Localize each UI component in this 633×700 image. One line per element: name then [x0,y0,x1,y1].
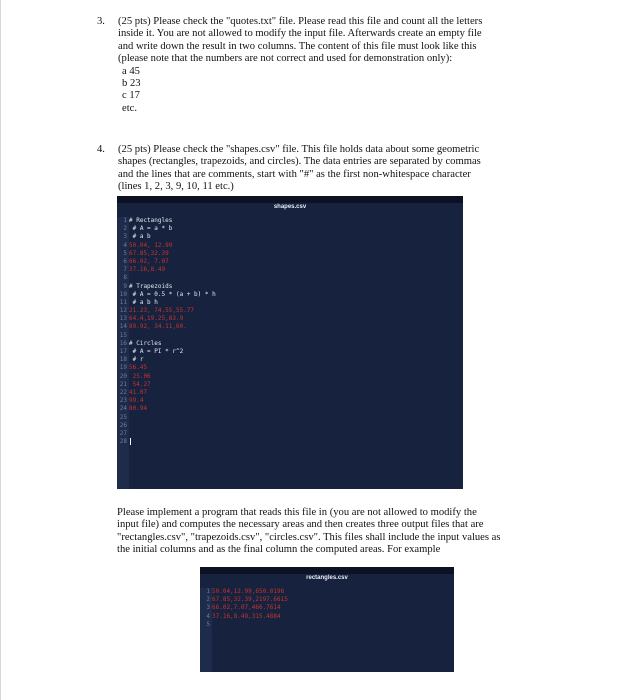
question-3-text-line: inside it. You are not allowed to modify the input file. Afterwards create an empty file [118,28,482,40]
comment-text: # A = a * b [129,225,173,233]
data-text: 50.04,12.99,650.0196 [212,588,285,595]
question-4-text-line: and the lines that are comments, start with "#" as the first non-whitespace character [118,168,471,180]
comment-text: # a b [129,233,151,241]
shapes-csv-line [117,315,463,323]
line-number: 14 [119,323,127,331]
data-text: 37.16,8.49,315.4884 [212,612,281,620]
shapes-csv-line [117,217,463,225]
shapes-csv-line [117,405,463,413]
line-number: 20 [119,372,127,380]
line-number: 4 [206,612,210,620]
example-output [122,66,544,116]
implementation-text-line: "rectangles.csv", "trapezoids.csv", "circles.csv". This files shall include the input values as [117,531,501,543]
line-number: 13 [119,315,127,323]
line-number: 27 [119,429,127,437]
data-text: 66.02, 7.07 [129,257,169,265]
data-text: 67.85,32.39,2197.6615 [212,596,288,604]
comment-text: # a b h [129,298,158,306]
line-number: 3 [206,604,210,612]
rectangles-csv-lines [200,588,454,629]
line-number: 16 [119,339,127,347]
page-edge [0,0,1,700]
data-text: 50.04, 12.99 [129,241,173,249]
data-text: 56.45 [129,364,148,372]
rectangles-csv-line [200,613,454,621]
line-number: 25 [119,413,127,421]
data-text: 64.4,19.25,83.9 [129,315,184,323]
comment-text: # A = 0.5 * (a + b) * h [129,290,216,298]
data-text: 25.06 [129,372,151,380]
line-number: 5 [123,249,127,257]
data-text: 99.4 [129,397,144,405]
line-number: 18 [119,356,127,364]
shapes-csv-line [117,323,463,331]
line-number: 2 [206,596,210,604]
data-text: 66.02,7.07,466.7614 [212,604,281,612]
data-text: 21.23, 74.55,55.77 [129,307,195,315]
question-3-text-line: (25 pts) Please check the "quotes.txt" file. Please read this file and count all the letters [118,16,483,27]
line-number: 24 [119,405,127,413]
comment-text: # Circles [129,339,162,347]
data-text: 41.07 [129,388,148,396]
example-line: c 17 [122,90,140,102]
shapes-csv-line [117,258,463,266]
implementation-text-line: Please implement a program that reads this file in (you are not allowed to modify the [117,507,477,518]
line-number: 19 [119,364,127,372]
line-number: 23 [119,397,127,405]
line-number: 1 [206,588,210,595]
shapes-csv-line [117,381,463,389]
shapes-csv-line [117,397,463,405]
implementation-text-line: input file) and computes the necessary areas and then creates three output files that are [117,519,484,531]
data-text: 80.94 [129,405,148,413]
shapes-csv-line [117,307,463,315]
line-number: 1 [123,217,127,224]
shapes-csv-line [117,348,463,356]
example-line: a 45 [122,65,140,77]
rectangles-csv-editor [200,567,454,672]
question-3-body [118,16,544,115]
shapes-csv-tab-title: shapes.csv [273,204,307,210]
shapes-csv-line [117,266,463,274]
line-number: 5 [206,620,210,628]
line-number: 6 [123,257,127,265]
rectangles-csv-line [200,588,454,596]
data-text: 54.27 [129,380,151,388]
line-number: 26 [119,421,127,429]
implementation-paragraph [117,507,554,557]
line-number: 10 [119,290,127,298]
shapes-csv-line [117,299,463,307]
shapes-csv-line [117,283,463,291]
question-4-text-line: (lines 1, 2, 3, 9, 10, 11 etc.) [118,181,234,193]
rectangles-csv-tab-title: rectangles.csv [306,575,348,581]
line-number: 4 [123,241,127,249]
shapes-csv-line [117,250,463,258]
shapes-csv-line [117,373,463,381]
shapes-csv-line [117,340,463,348]
rectangles-csv-line [200,621,454,629]
shapes-csv-line [117,422,463,430]
data-text: 67.85,32.39 [129,249,169,257]
shapes-csv-line [117,291,463,299]
shapes-csv-line [117,274,463,282]
shapes-csv-line [117,389,463,397]
question-3-text-line: and write down the result in two columns. The content of this file must look like this [118,40,477,52]
question-4-body [118,144,544,194]
line-number: 15 [119,331,127,339]
shapes-csv-line [117,430,463,438]
line-number: 17 [119,348,127,355]
line-number: 11 [119,298,127,306]
shapes-csv-lines [117,217,463,446]
line-number: 22 [119,388,127,396]
comment-text: # r [129,356,144,364]
line-number: 9 [123,282,127,290]
question-3-text-line: (please note that the numbers are not correct and used for demonstration only): [118,53,453,65]
question-4-number: 4. [97,144,105,155]
comment-text: # Trapezoids [129,282,173,290]
rectangles-csv-line [200,604,454,612]
implementation-text-line: the initial columns and as the final column the computed areas. For example [117,544,441,556]
line-number: 28 [119,438,127,446]
comment-text: # A = PI * r^2 [129,348,184,355]
question-4-text-line: shapes (rectangles, trapezoids, and circles). The data entries are separated by commas [118,156,481,168]
shapes-csv-editor [117,196,463,489]
shapes-csv-line [117,356,463,364]
data-text: 89.92, 34.11,60. [129,323,187,331]
example-line: b 23 [122,78,141,90]
line-number: 8 [123,274,127,282]
line-number: 7 [123,266,127,274]
line-number: 2 [123,225,127,233]
shapes-csv-line [117,438,463,446]
data-text: 37.16,8.49 [129,266,166,274]
rectangles-csv-line [200,596,454,604]
line-number: 12 [119,307,127,315]
shapes-csv-line [117,364,463,372]
shapes-csv-line [117,225,463,233]
shapes-csv-line [117,233,463,241]
text-cursor [130,438,131,445]
question-4-text-line: (25 pts) Please check the "shapes.csv" file. This file holds data about some geometric [118,144,480,155]
shapes-csv-line [117,242,463,250]
line-number: 21 [119,380,127,388]
shapes-csv-line [117,332,463,340]
comment-text: # Rectangles [129,217,173,224]
line-number: 3 [123,233,127,241]
shapes-csv-line [117,414,463,422]
question-3-number: 3. [97,16,105,27]
example-line: etc. [122,102,137,114]
